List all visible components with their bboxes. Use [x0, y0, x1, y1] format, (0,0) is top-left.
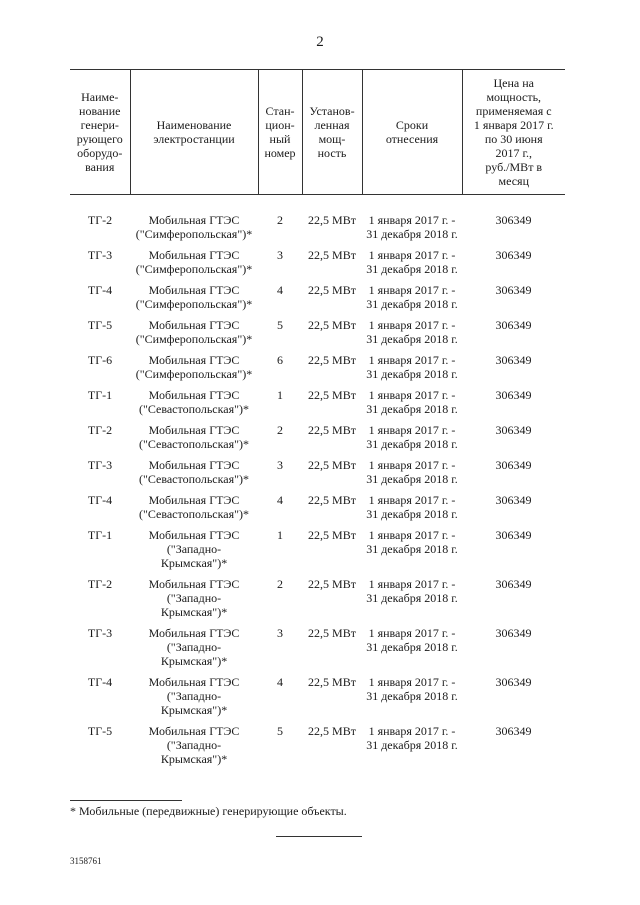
cell-station-number: 5: [277, 318, 283, 332]
cell-price: 306349: [495, 577, 532, 591]
cell-period: 1 января 2017 г. - 31 декабря 2018 г.: [366, 283, 458, 311]
cell-price: 306349: [495, 724, 532, 738]
cell-period: 1 января 2017 г. - 31 декабря 2018 г.: [366, 353, 458, 381]
table-row: [70, 626, 565, 675]
cell-price: 306349: [495, 213, 532, 227]
cell-period: 1 января 2017 г. - 31 декабря 2018 г.: [366, 675, 458, 703]
cell-station: Мобильная ГТЭС ("Западно- Крымская")*: [148, 724, 240, 766]
cell-price: 306349: [495, 283, 532, 297]
cell-period: 1 января 2017 г. - 31 декабря 2018 г.: [366, 493, 458, 521]
cell-period: 1 января 2017 г. - 31 декабря 2018 г.: [366, 458, 458, 486]
cell-equipment: ТГ-2: [87, 577, 113, 591]
cell-capacity: 22,5 МВт: [308, 458, 356, 472]
table-row: [70, 388, 565, 423]
header-equipment: Наиме- нование генери- рующего оборудо- вания: [70, 70, 130, 195]
cell-station: Мобильная ГТЭС ("Севастопольская")*: [138, 493, 250, 521]
cell-capacity: 22,5 МВт: [308, 528, 356, 542]
cell-period: 1 января 2017 г. - 31 декабря 2018 г.: [366, 248, 458, 276]
cell-period: 1 января 2017 г. - 31 декабря 2018 г.: [366, 626, 458, 654]
cell-capacity: 22,5 МВт: [308, 724, 356, 738]
cell-station: Мобильная ГТЭС ("Севастопольская")*: [138, 388, 250, 416]
cell-station-number: 5: [277, 724, 283, 738]
table-row: [70, 675, 565, 724]
table-body: [70, 195, 565, 774]
cell-period: 1 января 2017 г. - 31 декабря 2018 г.: [366, 388, 458, 416]
cell-station-number: 1: [277, 528, 283, 542]
cell-capacity: 22,5 МВт: [308, 675, 356, 689]
cell-equipment: ТГ-3: [87, 248, 113, 262]
cell-equipment: ТГ-4: [87, 675, 113, 689]
cell-station-number: 6: [277, 353, 283, 367]
cell-price: 306349: [495, 626, 532, 640]
cell-capacity: 22,5 МВт: [308, 626, 356, 640]
cell-equipment: ТГ-3: [87, 458, 113, 472]
table-row: [70, 577, 565, 626]
header-station-number: Стан- цион- ный номер: [258, 70, 302, 195]
table-row: [70, 283, 565, 318]
cell-station: Мобильная ГТЭС ("Симферопольская")*: [135, 248, 253, 276]
cell-station-number: 4: [277, 493, 283, 507]
cell-price: 306349: [495, 318, 532, 332]
table-row: [70, 318, 565, 353]
cell-price: 306349: [495, 353, 532, 367]
table-row: [70, 493, 565, 528]
cell-price: 306349: [495, 388, 532, 402]
cell-period: 1 января 2017 г. - 31 декабря 2018 г.: [366, 724, 458, 752]
cell-capacity: 22,5 МВт: [308, 493, 356, 507]
cell-station-number: 2: [277, 577, 283, 591]
cell-price: 306349: [495, 528, 532, 542]
cell-station-number: 2: [277, 213, 283, 227]
cell-station: Мобильная ГТЭС ("Симферопольская")*: [135, 353, 253, 381]
cell-capacity: 22,5 МВт: [308, 388, 356, 402]
cell-equipment: ТГ-1: [87, 388, 113, 402]
table-row: [70, 458, 565, 493]
cell-price: 306349: [495, 248, 532, 262]
cell-capacity: 22,5 МВт: [308, 577, 356, 591]
cell-equipment: ТГ-2: [87, 423, 113, 437]
cell-period: 1 января 2017 г. - 31 декабря 2018 г.: [366, 318, 458, 346]
cell-period: 1 января 2017 г. - 31 декабря 2018 г.: [366, 528, 458, 556]
cell-station: Мобильная ГТЭС ("Симферопольская")*: [135, 318, 253, 346]
cell-equipment: ТГ-6: [87, 353, 113, 367]
header-price: Цена на мощность, применяемая с 1 января 2017 г. по 30 июня 2017 г., руб./МВт в месяц: [462, 70, 565, 195]
footnote: * Мобильные (передвижные) генерирующие объекты.: [70, 804, 347, 818]
cell-capacity: 22,5 МВт: [308, 423, 356, 437]
end-divider: [276, 836, 362, 837]
cell-price: 306349: [495, 458, 532, 472]
cell-station: Мобильная ГТЭС ("Севастопольская")*: [138, 458, 250, 486]
header-station: Наименование электростанции: [130, 70, 258, 195]
table-header-row: [70, 70, 565, 195]
document-number: 3158761: [70, 856, 102, 866]
cell-station-number: 3: [277, 458, 283, 472]
header-period: Сроки отнесения: [362, 70, 462, 195]
footnote-divider: [70, 800, 182, 801]
cell-period: 1 января 2017 г. - 31 декабря 2018 г.: [366, 577, 458, 605]
cell-station: Мобильная ГТЭС ("Севастопольская")*: [138, 423, 250, 451]
table-row: [70, 248, 565, 283]
cell-capacity: 22,5 МВт: [308, 283, 356, 297]
cell-station-number: 4: [277, 283, 283, 297]
cell-station: Мобильная ГТЭС ("Западно- Крымская")*: [148, 577, 240, 619]
cell-price: 306349: [495, 423, 532, 437]
table-row: [70, 528, 565, 577]
cell-station: Мобильная ГТЭС ("Западно- Крымская")*: [148, 675, 240, 717]
table-row: [70, 195, 565, 249]
cell-equipment: ТГ-1: [87, 528, 113, 542]
cell-equipment: ТГ-5: [87, 724, 113, 738]
cell-equipment: ТГ-2: [87, 213, 113, 227]
cell-station: Мобильная ГТЭС ("Западно- Крымская")*: [148, 528, 240, 570]
cell-station-number: 1: [277, 388, 283, 402]
page-number: 2: [316, 34, 324, 50]
generation-equipment-table: [70, 69, 565, 773]
cell-period: 1 января 2017 г. - 31 декабря 2018 г.: [366, 423, 458, 451]
cell-station-number: 2: [277, 423, 283, 437]
header-capacity: Установ- ленная мощ- ность: [302, 70, 362, 195]
cell-station-number: 3: [277, 626, 283, 640]
cell-equipment: ТГ-4: [87, 283, 113, 297]
cell-equipment: ТГ-4: [87, 493, 113, 507]
cell-station-number: 3: [277, 248, 283, 262]
table-row: [70, 423, 565, 458]
cell-capacity: 22,5 МВт: [308, 318, 356, 332]
cell-capacity: 22,5 МВт: [308, 248, 356, 262]
cell-station-number: 4: [277, 675, 283, 689]
cell-capacity: 22,5 МВт: [308, 213, 356, 227]
cell-station: Мобильная ГТЭС ("Симферопольская")*: [135, 283, 253, 311]
cell-station: Мобильная ГТЭС ("Симферопольская")*: [135, 213, 253, 241]
cell-capacity: 22,5 МВт: [308, 353, 356, 367]
cell-equipment: ТГ-5: [87, 318, 113, 332]
table-row: [70, 353, 565, 388]
cell-price: 306349: [495, 675, 532, 689]
cell-station: Мобильная ГТЭС ("Западно- Крымская")*: [148, 626, 240, 668]
cell-equipment: ТГ-3: [87, 626, 113, 640]
cell-price: 306349: [495, 493, 532, 507]
table-row: [70, 724, 565, 773]
cell-period: 1 января 2017 г. - 31 декабря 2018 г.: [366, 213, 458, 241]
